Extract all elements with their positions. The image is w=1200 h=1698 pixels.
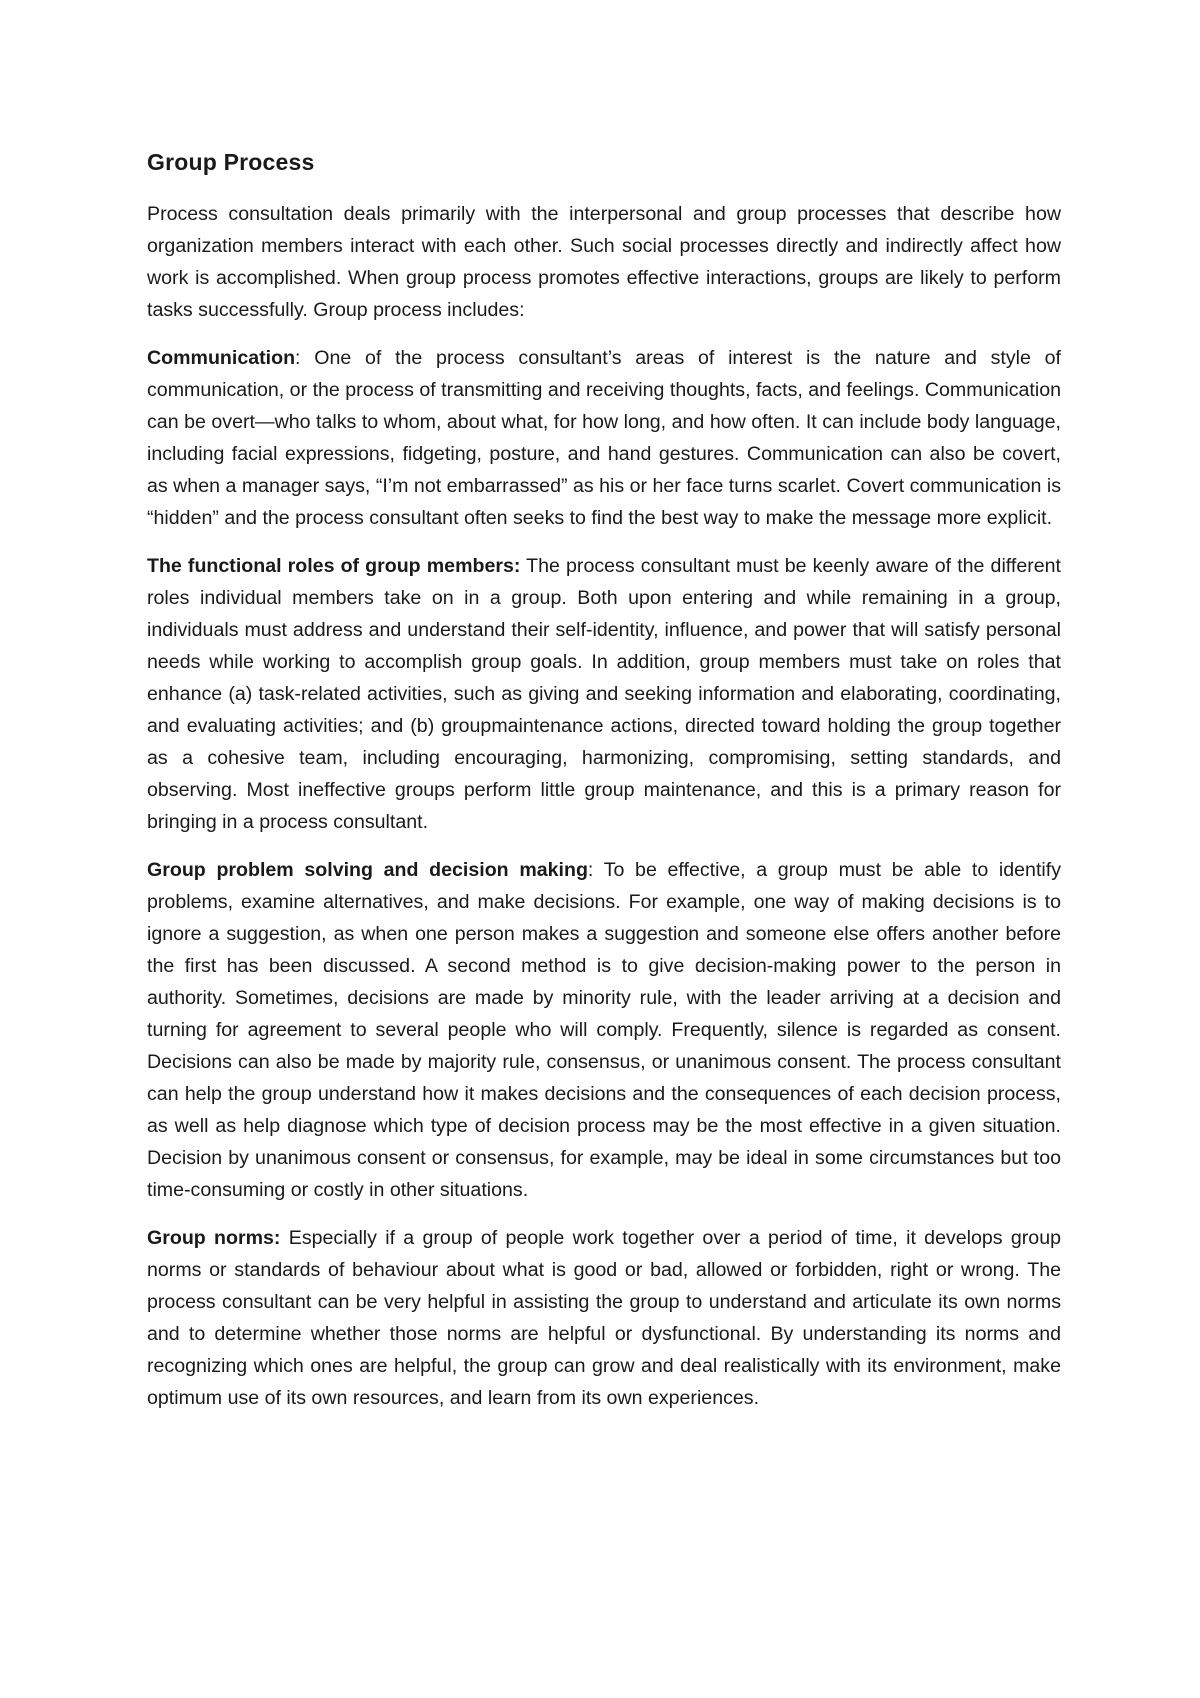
section-communication — [147, 342, 1061, 534]
section-term-group-norms: Group norms: — [147, 1227, 281, 1249]
section-functional-roles — [147, 550, 1061, 838]
section-term-functional-roles: The functional roles of group members: — [147, 555, 521, 577]
section-term-problem-solving: Group problem solving and decision making — [147, 859, 588, 881]
section-separator — [280, 1227, 288, 1249]
section-term-communication: Communication — [147, 347, 296, 369]
section-separator: : — [295, 347, 315, 369]
document-page — [147, 146, 1061, 1430]
section-text-functional-roles: The process consultant must be keenly aware of the different roles individual members take on in a group. Both upon entering and while remaining in a group, individuals must address and understand their self-identity, influence, and power that will satisfy personal needs while working to accomplish group goals. In addition, group members must take on roles that enhance (a) task-related activities, such as giving and seeking information and elaborating, coordinating, and evaluating activities; and (b) groupmaintenance actions, directed toward holding the group together as a cohesive team, including encouraging, harmonizing, compromising, setting standards, and observing. Most ineffective groups perform little group maintenance, and this is a primary reason for bringing in a process consultant. — [147, 555, 1061, 833]
intro-paragraph: Process consultation deals primarily with the interpersonal and group processes that describe how organization members interact with each other. Such social processes directly and indirectly affect how work is accomplished. When group process promotes effective interactions, groups are likely to perform tasks successfully. Group process includes: — [147, 203, 1061, 321]
section-group-norms — [147, 1222, 1061, 1414]
section-separator: : — [587, 859, 604, 881]
section-text-problem-solving: To be effective, a group must be able to identify problems, examine alternatives, and make decisions. For example, one way of making decisions is to ignore a suggestion, as when one person makes a suggestion and someone else offers another before the first has been discussed. A second method is to give decision-making power to the person in authority. Sometimes, decisions are made by minority rule, with the leader arriving at a decision and turning for agreement to several people who will comply. Frequently, silence is regarded as consent. Decisions can also be made by majority rule, consensus, or unanimous consent. The process consultant can help the group understand how it makes decisions and the consequences of each decision process, as well as help diagnose which type of decision process may be the most effective in a given situation. Decision by unanimous consent or consensus, for example, may be ideal in some circumstances but too time-consuming or costly in other situations. — [147, 859, 1061, 1201]
page-title: Group Process — [147, 149, 315, 175]
section-text-communication: One of the process consultant’s areas of interest is the nature and style of communication, or the process of transmitting and receiving thoughts, facts, and feelings. Communication can be overt—who talks to whom, about what, for how long, and how often. It can include body language, including facial expressions, fidgeting, posture, and hand gestures. Communication can also be covert, as when a manager says, “I’m not embarrassed” as his or her face turns scarlet. Covert communication is “hidden” and the process consultant often seeks to find the best way to make the message more explicit. — [147, 347, 1061, 529]
section-problem-solving — [147, 854, 1061, 1206]
section-text-group-norms: Especially if a group of people work together over a period of time, it develops group norms or standards of behaviour about what is good or bad, allowed or forbidden, right or wrong. The process consultant can be very helpful in assisting the group to understand and articulate its own norms and to determine whether those norms are helpful or dysfunctional. By understanding its norms and recognizing which ones are helpful, the group can grow and deal realistically with its environment, make optimum use of its own resources, and learn from its own experiences. — [147, 1227, 1061, 1409]
